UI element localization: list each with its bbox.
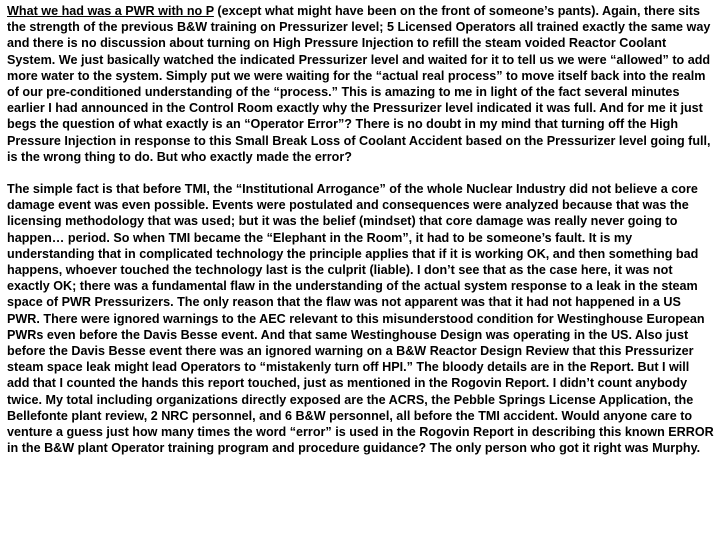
paragraph-2-text: The simple fact is that before TMI, the “Institutional Arrogance” of the whole Nuclear Industry did not believe a core damage event was even possible. Events were postulated and consequences were analyzed because that was the licensing methodology that was used; but it was the belief (mindset) that core damage was really never going to happen… period. So when TMI became the “Elephant in the Room”, it had to be someone’s fault. It is my understanding that in complicated technology the principle applies that if it is working OK, and then something bad happens, whoever touched the technology last is the culprit (liable). I don’t see that as the case here, it was not exactly OK; there was a fundamental flaw in the understanding of the actual system response to a leak in the steam space of PWR Pressurizers. The only reason that the flaw was not apparent was that it had not happened in a US PWR. There were ignored warnings to the AEC relevant to this misunderstood condition for Westinghouse European PWRs even before the Davis Besse event. And that same Westinghouse Design was operating in the US. Also just before the Davis Besse event there was an ignored warning on a B&W Reactor Design Review that this Pressurizer steam space leak might lead Operators to “mistakenly turn off HPI.” The bloody details are in the Report. But I will add that I counted the hands this report touched, just as mentioned in the Rogovin Report. I didn’t count anybody twice. My total including organizations directly exposed are the ACRS, the Pebble Springs License Application, the Bellefonte plant review, 2 NRC personnel, and 6 B&W personnel, all before the TMI accident. Would anyone care to venture a guess just how many times the word “error” is used in the Rogovin Report in describing this known ERROR in the B&W plant Operator training program and procedure guidance? The only person who got it right was Murphy. <box>7 182 714 456</box>
paragraph-2 <box>7 181 714 456</box>
paragraph-1 <box>7 3 714 165</box>
paragraph-1-text: (except what might have been on the front of someone’s pants). Again, there sits the strength of the previous B&W training on Pressurizer level; 5 Licensed Operators all trained exactly the same way and there is no discussion about turning on High Pressure Injection to refill the steam voided Reactor Coolant System. We just basically watched the indicated Pressurizer level and waited for it to tell us we were “allowed” to add more water to the system. Simply put we were waiting for the “actual real process” to move itself back into the realm of our pre-conditioned understanding of the “process.” This is amazing to me in light of the fact several minutes earlier I had announced in the Control Room exactly why the Pressurizer level indicated it was full. And for me it just begs the question of what exactly is an “Operator Error”? There is no doubt in my mind that turning off the High Pressure Injection in response to this Small Break Loss of Coolant Accident based on the Pressurizer level going full, is the wrong thing to do. But who exactly made the error? <box>7 4 711 164</box>
underlined-lead-text: What we had was a PWR with no P <box>7 4 214 18</box>
